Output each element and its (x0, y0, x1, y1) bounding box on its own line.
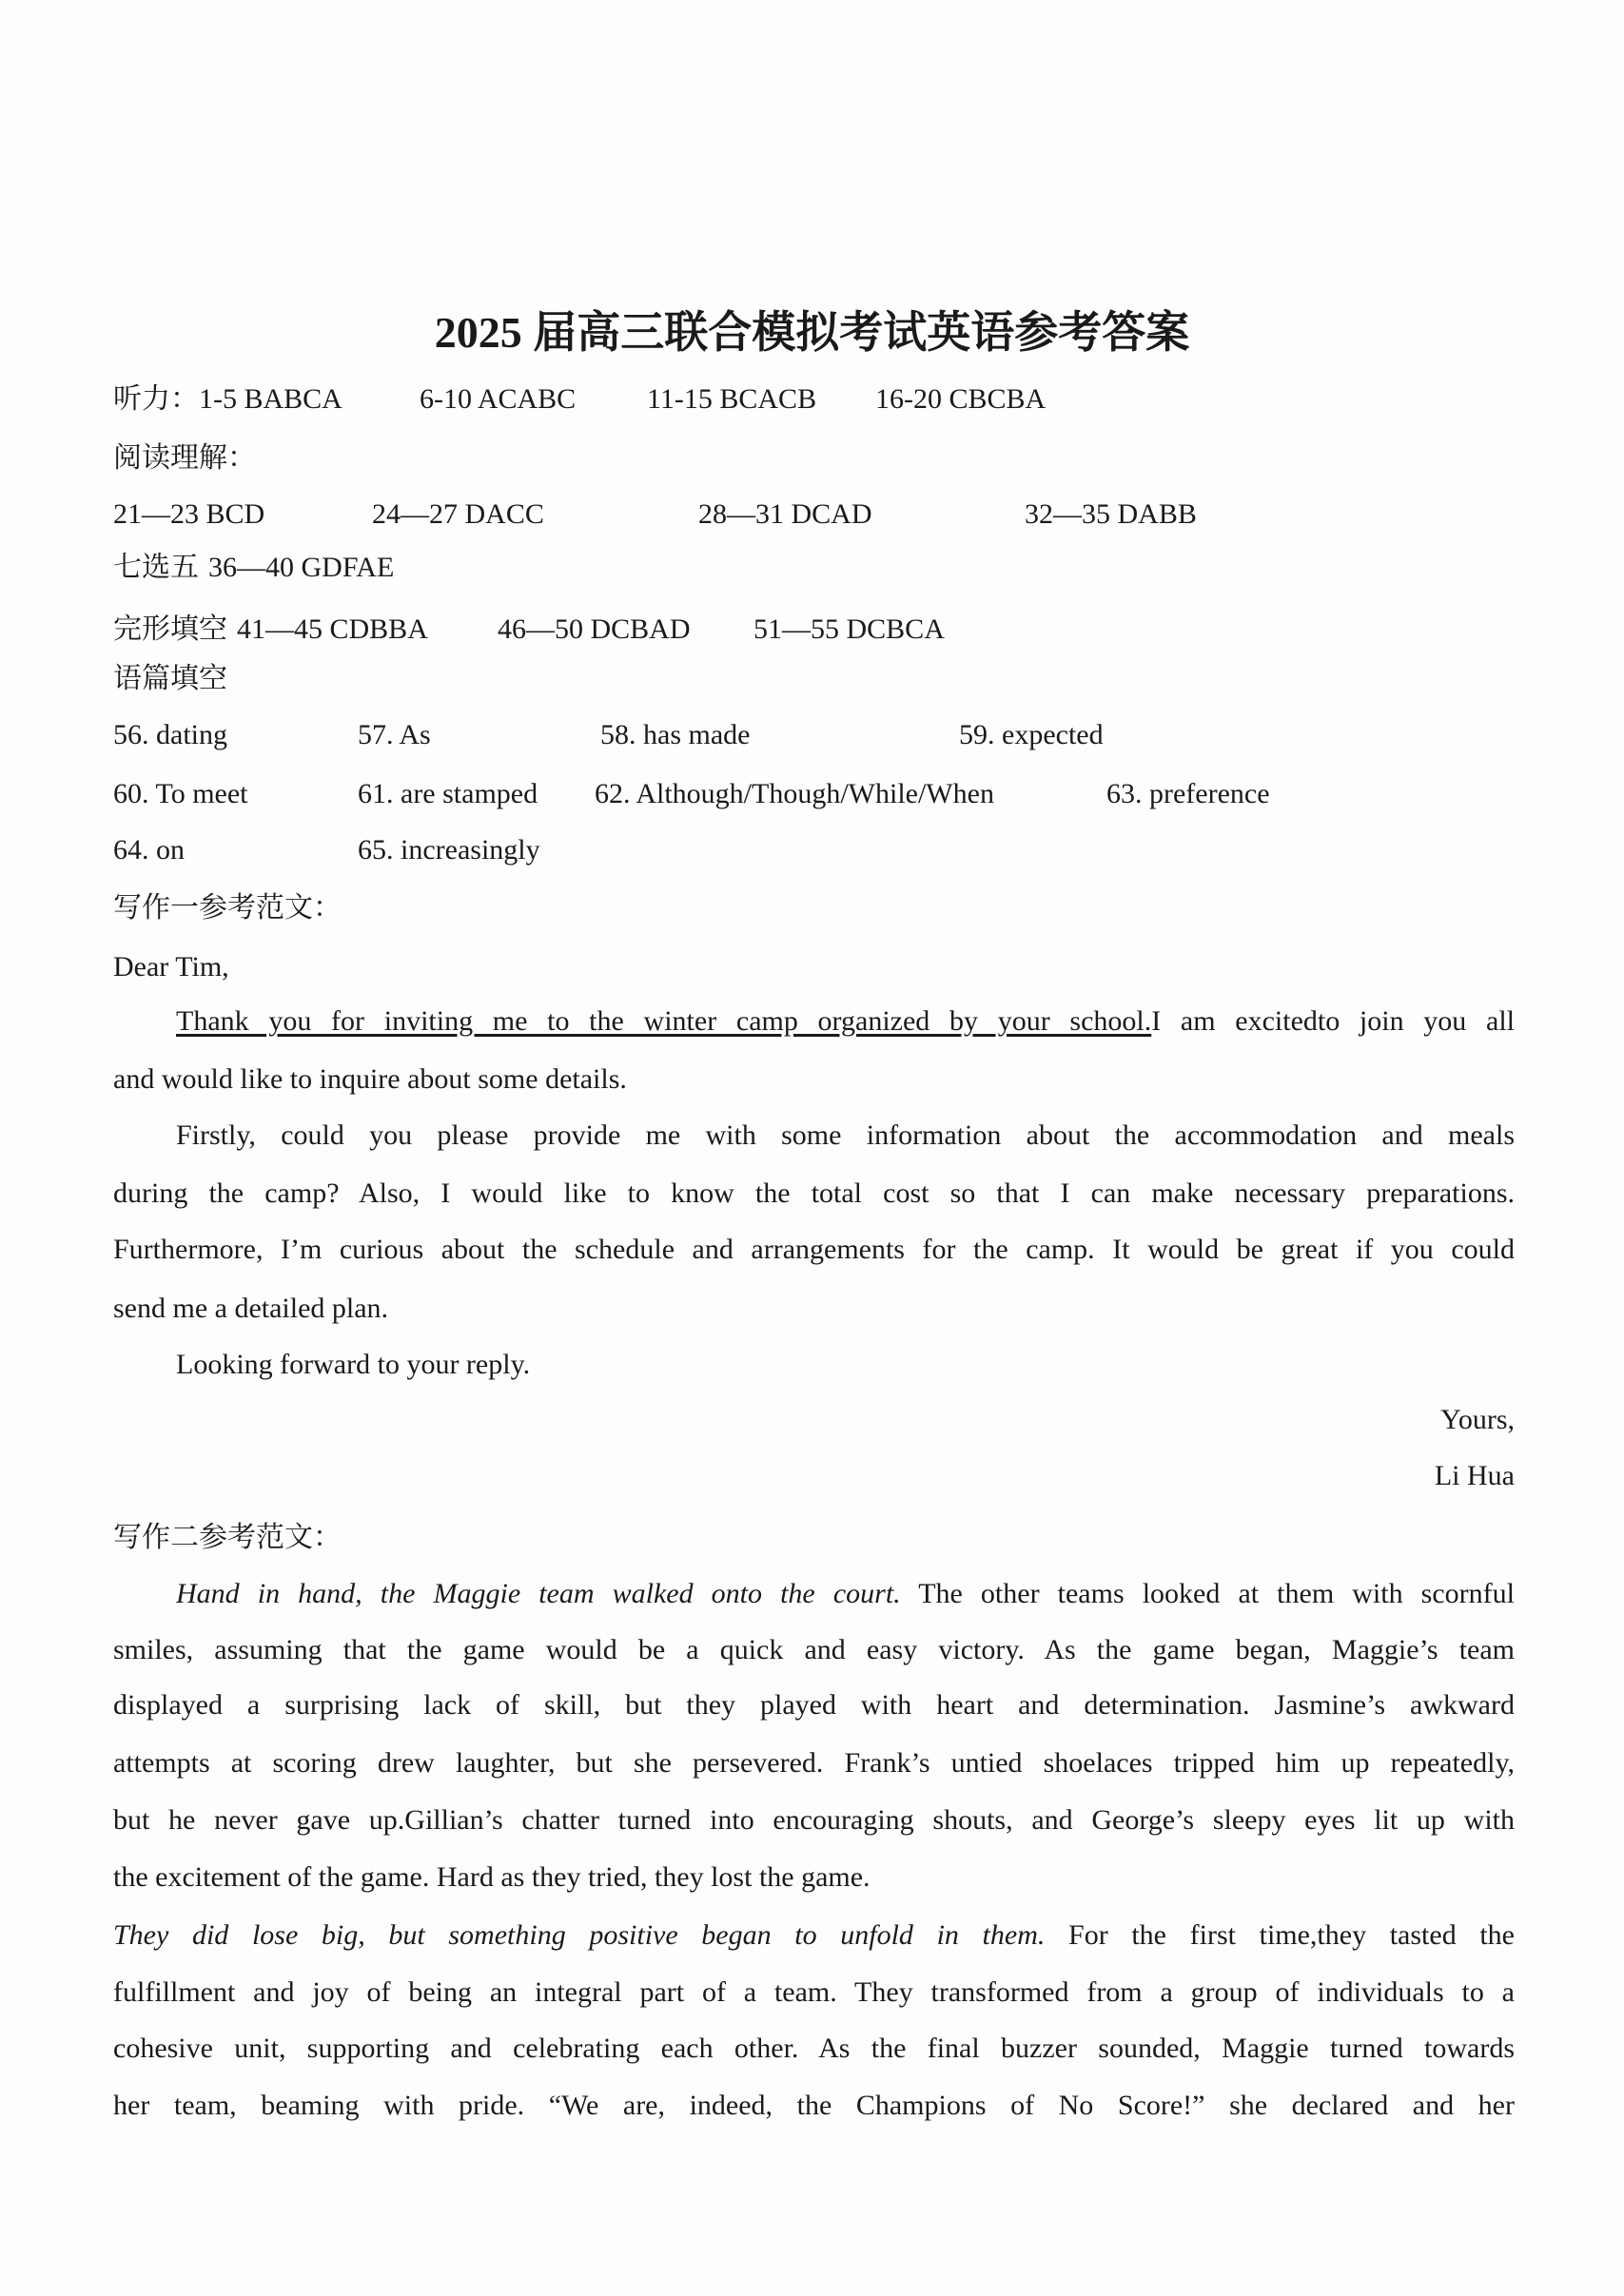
listening-row (113, 379, 342, 420)
underlined-sentence: Thank you for inviting me to the winter camp organized by your school. (176, 1005, 1152, 1037)
answer-group: 41—45 CDBBA (237, 613, 428, 645)
paragraph-line: Furthermore, I’m curious about the schedule and arrangements for the camp. It would be great if you could (113, 1234, 1515, 1265)
fill-answer: 58. has made (600, 719, 751, 750)
paragraph-line: Firstly, could you please provide me with some information about the accommodation and meals (176, 1119, 1515, 1151)
fill-answer: 59. expected (959, 719, 1104, 750)
fill-answer: 64. on (113, 834, 185, 866)
writing2-heading: 写作二参考范文： (113, 1522, 342, 1553)
paragraph-line (176, 1001, 1515, 1042)
paragraph-line (176, 1573, 1515, 1615)
paragraph-line: during the camp? Also, I would like to know the total cost so that I can make necessary preparations. (113, 1177, 1515, 1209)
answer-group: 11-15 BCACB (647, 383, 817, 415)
paragraph-line: the excitement of the game. Hard as they tried, they lost the game. (113, 1861, 871, 1893)
fill-answer: 65. increasingly (358, 834, 540, 866)
paragraph-line: but he never gave up.Gillian’s chatter turned into encouraging shouts, and George’s sleepy eyes lit up with (113, 1804, 1515, 1836)
grammar-fill-label: 语篇填空 (113, 663, 227, 694)
paragraph-line: her team, beaming with pride. “We are, indeed, the Champions of No Score!” she declared and her (113, 2090, 1515, 2121)
paragraph-line: displayed a surprising lack of skill, but they played with heart and determination. Jasmine’s awkward (113, 1689, 1515, 1721)
fill-answer: 62. Although/Though/While/When (595, 778, 994, 809)
answer-group: 24—27 DACC (372, 498, 544, 530)
seven-five-label: 七选五 (113, 552, 199, 583)
fill-answer: 57. As (358, 719, 431, 750)
cloze-label: 完形填空 (113, 613, 227, 645)
fill-answer: 63. preference (1106, 778, 1270, 809)
fill-answer: 60. To meet (113, 778, 248, 809)
paragraph-line: send me a detailed plan. (113, 1293, 389, 1324)
letter-signature: Li Hua (1434, 1460, 1515, 1491)
page-title: 2025 届高三联合模拟考试英语参考答案 (434, 308, 1190, 357)
answer-group: 16-20 CBCBA (875, 383, 1047, 415)
answer-group: 36—40 GDFAE (208, 552, 395, 583)
fill-answer: 61. are stamped (358, 778, 538, 809)
writing1-heading: 写作一参考范文： (113, 892, 342, 924)
answer-group: 28—31 DCAD (698, 498, 872, 530)
seven-five-row (113, 547, 394, 589)
paragraph-line: fulfillment and joy of being an integral part of a team. They transformed from a group of individuals to a (113, 1976, 1515, 2008)
answer-group: 21—23 BCD (113, 498, 265, 530)
text-span: I am excitedto join you all (1151, 1005, 1515, 1037)
listening-label: 听力： (113, 383, 199, 415)
text-span: For the first time,they tasted the (1045, 1919, 1515, 1951)
answer-group: 51—55 DCBCA (753, 613, 945, 645)
letter-salutation: Dear Tim, (113, 951, 229, 983)
answer-group: 6-10 ACABC (420, 383, 577, 415)
reading-label: 阅读理解： (113, 442, 256, 474)
answer-group: 46—50 DCBAD (498, 613, 691, 645)
paragraph-line: Looking forward to your reply. (176, 1349, 531, 1380)
italic-lead-sentence: They did lose big, but something positive began to unfold in them. (113, 1919, 1046, 1951)
text-span: The other teams looked at them with scornful (900, 1578, 1515, 1609)
italic-lead-sentence: Hand in hand, the Maggie team walked onto the court. (176, 1578, 901, 1609)
paragraph-line: attempts at scoring drew laughter, but she persevered. Frank’s untied shoelaces tripped him up repeatedly, (113, 1747, 1515, 1779)
paragraph-line: cohesive unit, supporting and celebrating each other. As the final buzzer sounded, Maggie turned towards (113, 2033, 1515, 2064)
cloze-row (113, 609, 428, 651)
answer-group: 1-5 BABCA (199, 383, 342, 415)
letter-closing: Yours, (1440, 1404, 1515, 1435)
paragraph-line: smiles, assuming that the game would be a quick and easy victory. As the game began, Maggie’s team (113, 1634, 1515, 1665)
answer-group: 32—35 DABB (1025, 498, 1197, 530)
paragraph-line: and would like to inquire about some details. (113, 1063, 627, 1095)
paragraph-line (113, 1915, 1515, 1956)
fill-answer: 56. dating (113, 719, 227, 750)
